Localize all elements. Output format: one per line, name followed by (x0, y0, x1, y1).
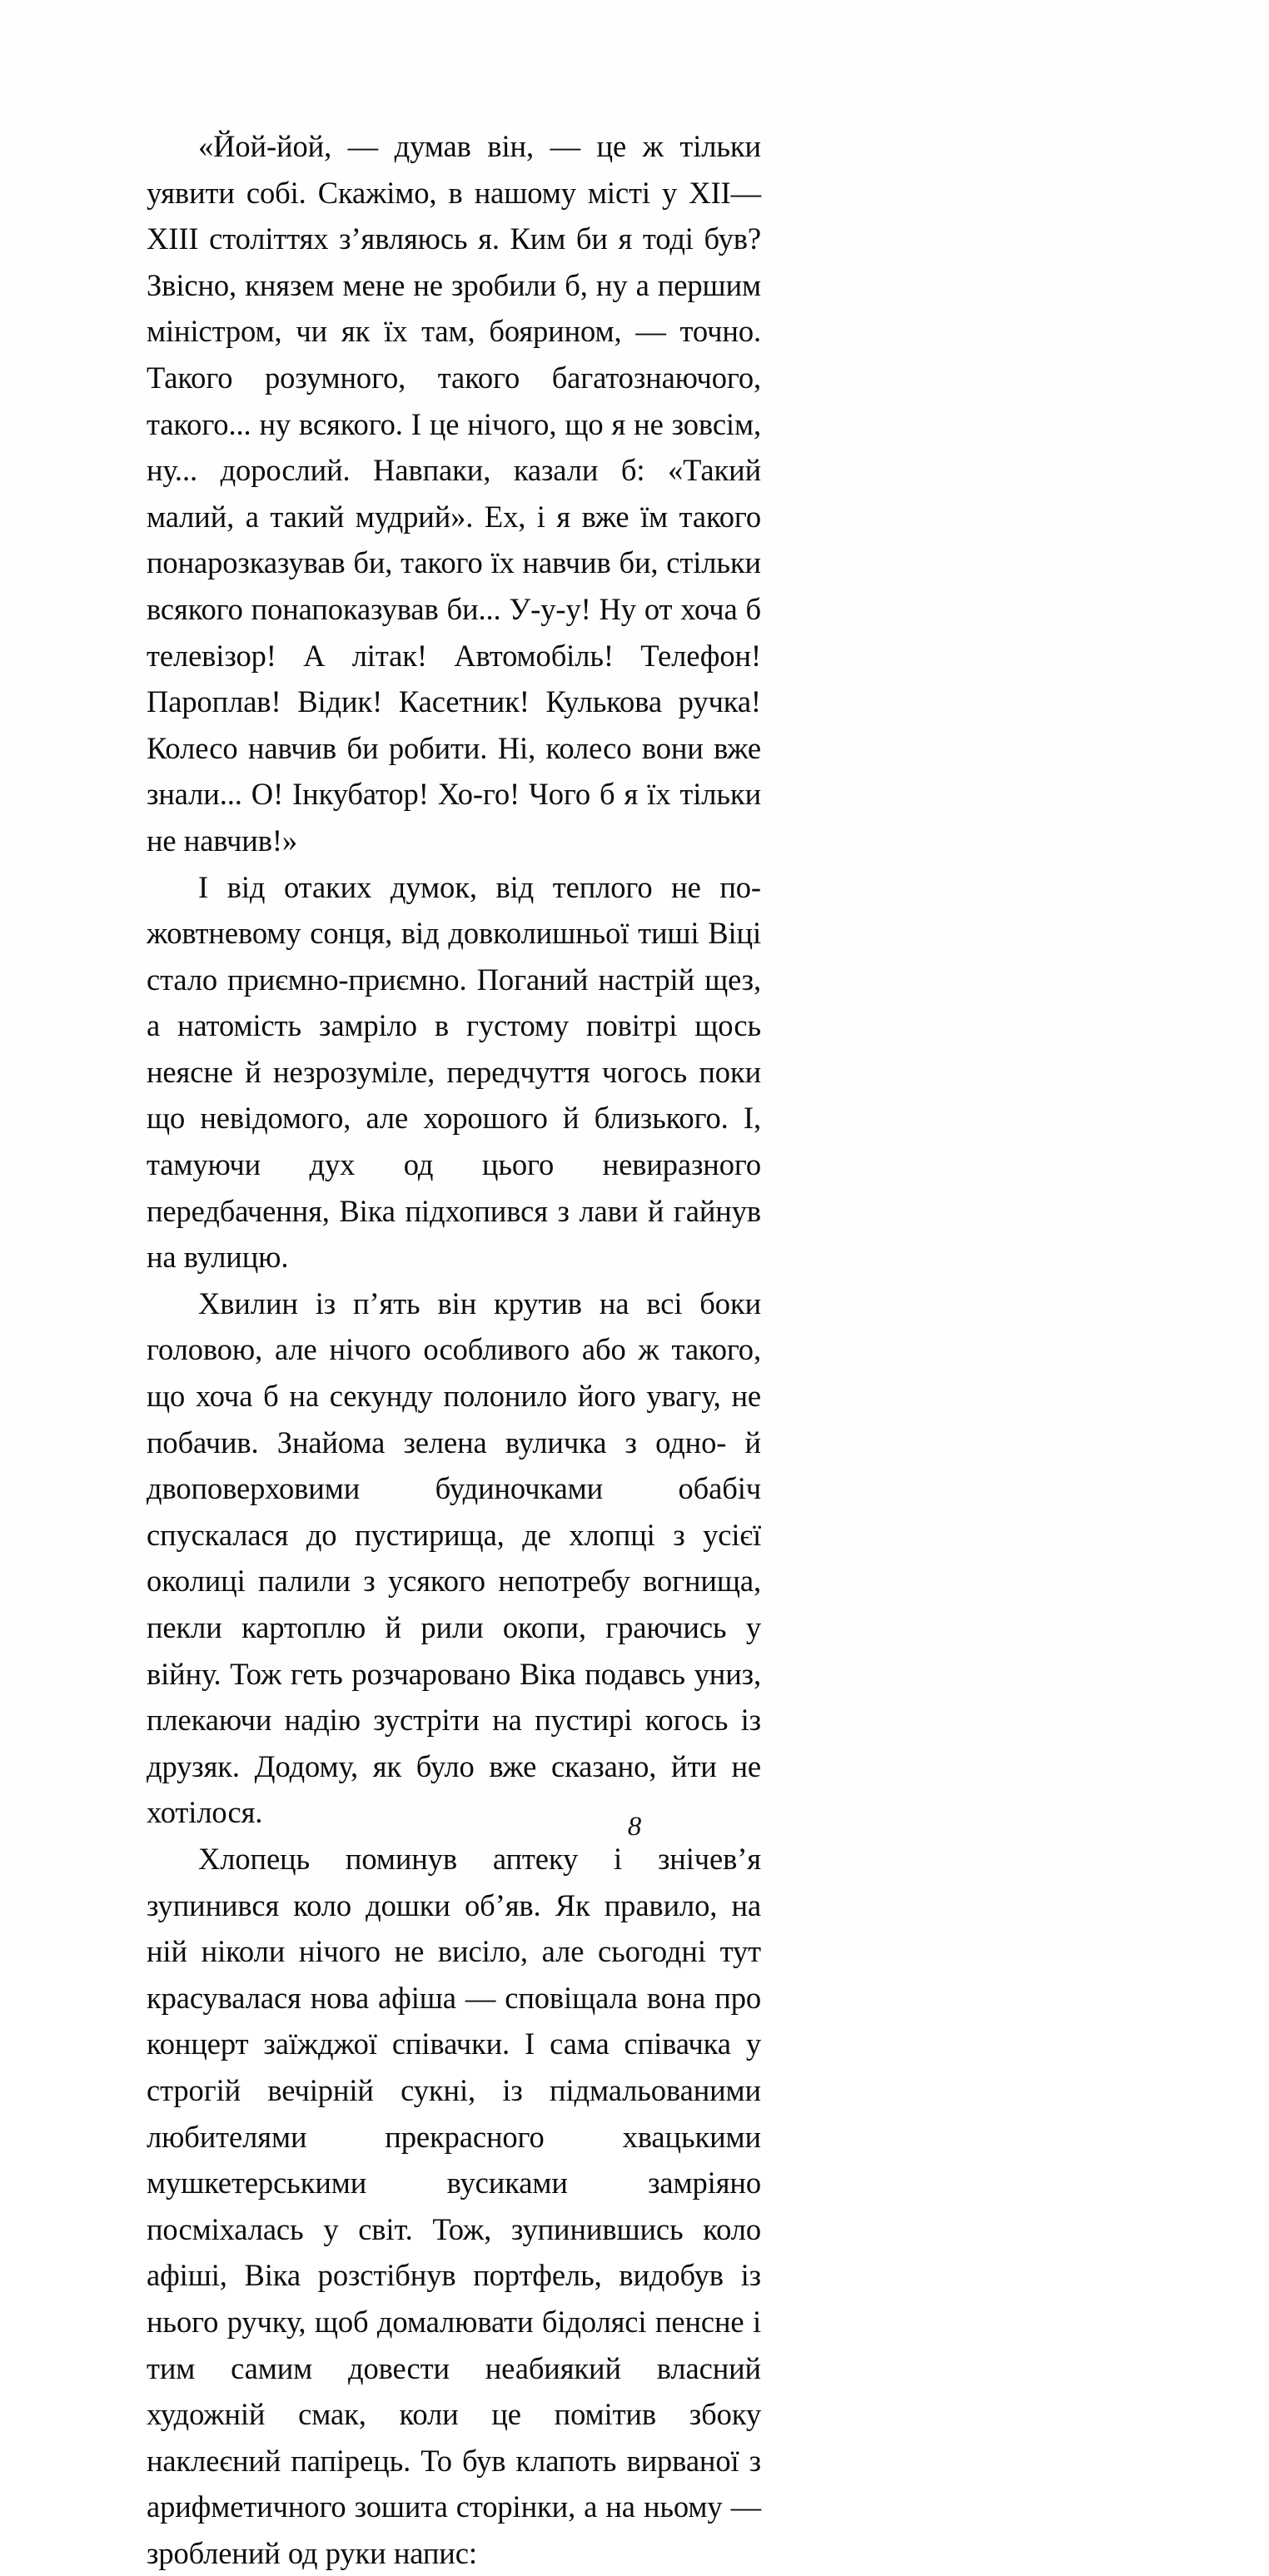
body-paragraph-3: Хвилин із п’ять він крутив на всі боки головою, але нічого особливого або ж такого, що хоча б на секунду полонило його увагу, не побачив. Знайома зелена вуличка з одно- й двоповерховими будиночками обабіч спускалася до пустирища, де хлопці з усієї околиці палили з усякого непотребу вогнища, пекли картоплю й рили окопи, граючись у війну. Тож геть розчаровано Віка подавсь униз, плекаючи надію зустріти на пустирі когось із друзяк. Додому, як було вже сказано, йти не хотілося. (147, 1286, 761, 1830)
body-paragraph-4: Хлопець поминув аптеку і знічев’я зупинився коло дошки об’яв. Як правило, на ній ніколи нічого не висіло, але сьогодні тут красувалася нова афіша — сповіщала вона про концерт заїжджої співачки. І сама співачка у строгій вечірній сукні, із підмальованими любителями прекрасного хвацькими мушкетерськими вусиками замріяно посміхалась у світ. Тож, зупинившись коло афіші, Віка розстібнув портфель, видобув із нього ручку, щоб домалювати бідолясі пенсне і тим самим довести неабиякий власний художній смак, коли це помітив збоку наклеєний папірець. То був клапоть вирваної з арифметичного зошита сторінки, а на ньому — зроблений од руки напис: (147, 1841, 761, 2570)
page-number-value: 8 (627, 1812, 642, 1842)
page-number (0, 1813, 1269, 1841)
body-paragraph-1: «Йой-йой, — думав він, — це ж тільки уявити собі. Скажімо, в нашому місті у XII—XIII століттях з’являюсь я. Ким би я тоді був? Звісно, князем мене не зробили б, ну а першим міністром, чи як їх там, боярином, — точно. Такого розумного, такого багатознаючого, такого... ну всякого. І це нічого, що я не зовсім, ну... дорослий. Навпаки, казали б: «Такий малий, а такий мудрий». Ех, і я вже їм такого понарозказував би, такого їх навчив би, стільки всякого понапоказував би... У-у-у! Ну от хоча б телевізор! А літак! Автомобіль! Телефон! Пароплав! Відик! Касетник! Кулькова ручка! Колесо навчив би робити. Ні, колесо вони вже знали... О! Інкубатор! Хо-го! Чого б я їх тільки не навчив!» (147, 129, 761, 858)
body-paragraph-2: І від отаких думок, від теплого не по-жовтневому сонця, від довколишньої тиші Віці стало приємно-приємно. Поганий настрій щез, а натомість замріло в густому повітрі щось неясне й незрозуміле, передчуття чогось поки що невідомого, але хорошого й близького. І, тамуючи дух од цього невиразного передбачення, Віка підхопився з лави й гайнув на вулицю. (147, 869, 761, 1275)
text-column (147, 123, 761, 2576)
